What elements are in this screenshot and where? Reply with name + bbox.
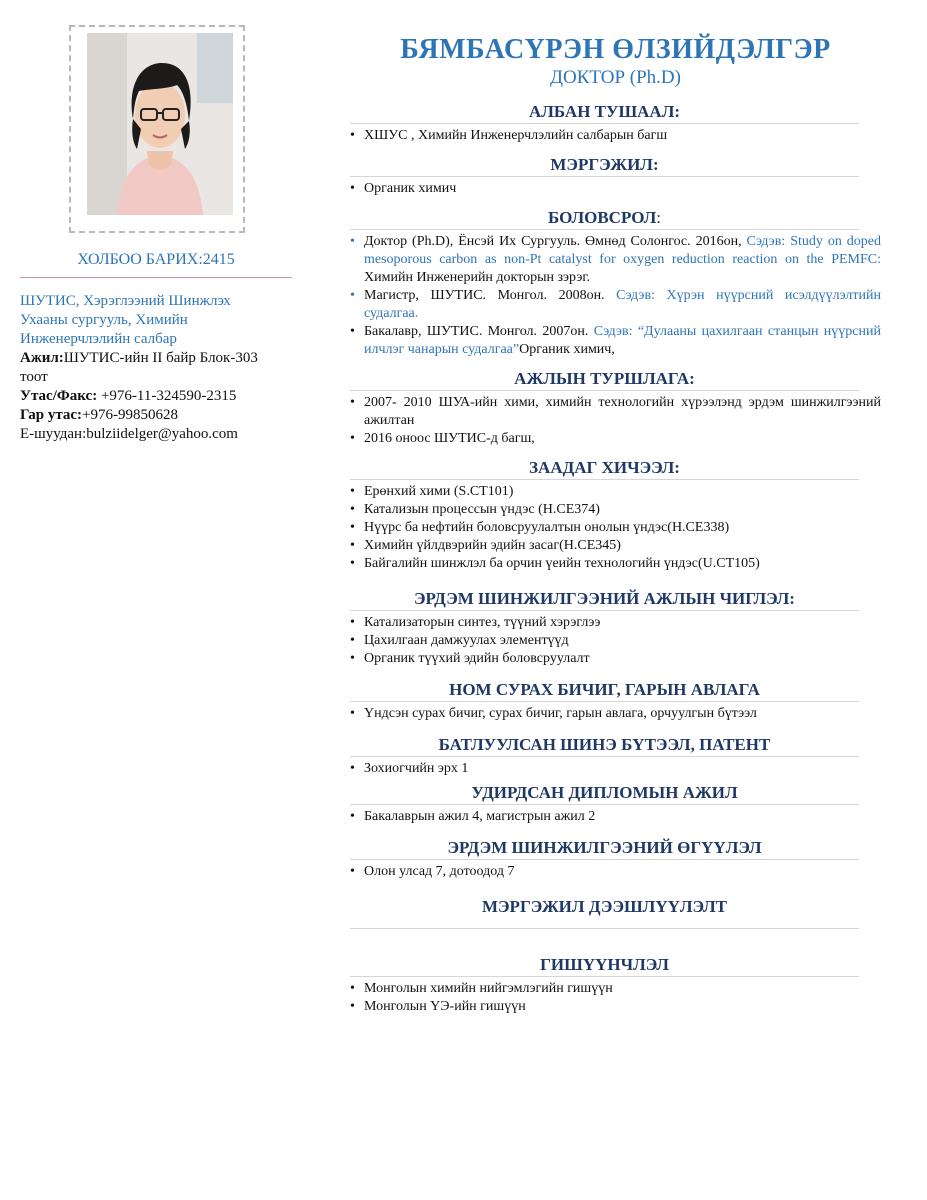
contact-mobile bbox=[20, 406, 292, 425]
section-title-education bbox=[350, 202, 859, 230]
person-degree: ДОКТОР (Ph.D) bbox=[550, 67, 681, 88]
list-item: • Байгалийн шинжлэл ба орчин үеийн технологийн үндэс(U.CT105) bbox=[350, 555, 881, 573]
list-item: • Ерөнхий хими (S.CT101) bbox=[350, 483, 881, 501]
section-title-courses: ЗААДАГ ХИЧЭЭЛ: bbox=[350, 452, 859, 480]
list-item bbox=[350, 323, 881, 359]
contact-work-cont: тоот bbox=[20, 369, 48, 385]
theses-list bbox=[350, 808, 881, 826]
section-title-training: МЭРГЭЖИЛ ДЭЭШЛҮҮЛЭЛТ bbox=[350, 891, 859, 929]
section-title-books: НОМ СУРАХ БИЧИГ, ГАРЫН АВЛАГА bbox=[350, 674, 859, 702]
list-item: • Монголын химийн нийгэмлэгийн гишүүн bbox=[350, 980, 881, 998]
courses-list bbox=[350, 483, 881, 573]
section-title-membership: ГИШҮҮНЧЛЭЛ bbox=[350, 949, 859, 977]
contact-column bbox=[20, 250, 292, 444]
person-name: БЯМБАСҮРЭН ӨЛЗИЙДЭЛГЭР bbox=[400, 34, 831, 65]
list-item: • Органик химич bbox=[350, 180, 881, 198]
profile-photo-illustration bbox=[87, 33, 233, 215]
education-text: Доктор (Ph.D), Ёнсэй Их Сургууль. Өмнөд Солонгос. 2016он, bbox=[364, 234, 747, 249]
section-title-theses: УДИРДСАН ДИПЛОМЫН АЖИЛ bbox=[350, 782, 859, 805]
list-item: • Үндсэн сурах бичиг, сурах бичиг, гарын авлага, орчуулгын бүтээл bbox=[350, 705, 881, 723]
list-item: • Бакалаврын ажил 4, магистрын ажил 2 bbox=[350, 808, 881, 826]
list-item: • Химийн үйлдвэрийн эдийн засаг(H.CE345) bbox=[350, 537, 881, 555]
section-title-research: ЭРДЭМ ШИНЖИЛГЭЭНИЙ АЖЛЫН ЧИГЛЭЛ: bbox=[350, 583, 859, 611]
education-list bbox=[350, 233, 881, 359]
contact-phone bbox=[20, 387, 292, 406]
membership-list bbox=[350, 980, 881, 1016]
list-item: • ХШУС , Химийн Инженерчлэлийн салбарын багш bbox=[350, 127, 881, 145]
section-title-education-colon: : bbox=[656, 208, 662, 227]
contact-work-label: Ажил: bbox=[20, 350, 64, 366]
position-list bbox=[350, 127, 881, 145]
education-topic: Сэдэв: Study on doped mesoporous carbon as non-Pt catalyst for oxygen reduction reaction on the PEMFC: bbox=[364, 234, 881, 267]
profession-list bbox=[350, 180, 881, 198]
main-column bbox=[350, 34, 881, 1020]
section-title-education-text: БОЛОВСРОЛ bbox=[547, 208, 657, 227]
list-item: • Катализын процессын үндэс (H.CE374) bbox=[350, 501, 881, 519]
experience-list bbox=[350, 394, 881, 448]
contact-work-value: ШУТИС-ийн II байр Блок-303 bbox=[63, 350, 258, 366]
section-title-position: АЛБАН ТУШААЛ: bbox=[350, 96, 859, 124]
list-item bbox=[350, 233, 881, 287]
list-item: • Олон улсад 7, дотоодод 7 bbox=[350, 863, 881, 881]
education-text: Бакалавр, ШУТИС. Монгол. 2007он. bbox=[364, 324, 594, 339]
list-item: • Монголын ҮЭ-ийн гишүүн bbox=[350, 998, 881, 1016]
list-item bbox=[350, 287, 881, 323]
section-title-patents: БАТЛУУЛСАН ШИНЭ БҮТЭЭЛ, ПАТЕНТ bbox=[350, 729, 859, 757]
books-list bbox=[350, 705, 881, 723]
list-item: • 2007- 2010 ШУА-ийн хими, химийн технологийн хүрээлэнд эрдэм шинжилгээний ажилтан bbox=[350, 394, 881, 430]
contact-mobile-value: +976-99850628 bbox=[82, 407, 178, 423]
contact-email: E-шуудан:bulziidelger@yahoo.com bbox=[20, 426, 238, 442]
contact-phone-value: +976-11-324590-2315 bbox=[97, 388, 237, 404]
contact-phone-label: Утас/Факс: bbox=[20, 388, 98, 404]
contact-org-line: Инженерчлэлийн салбар bbox=[20, 331, 177, 347]
contact-divider bbox=[20, 277, 292, 278]
education-topic: Сэдэв: Хүрэн нүүрсний исэлдүүлэлтийн судалгаа. bbox=[364, 288, 881, 321]
list-item: • Катализаторын синтез, түүний хэрэглээ bbox=[350, 614, 881, 632]
list-item: • Органик түүхий эдийн боловсруулалт bbox=[350, 650, 881, 668]
list-item: • Зохиогчийн эрх 1 bbox=[350, 760, 881, 778]
education-text: Магистр, ШУТИС. Монгол. 2008он. bbox=[364, 288, 617, 303]
profile-photo bbox=[87, 33, 233, 215]
education-text: Органик химич, bbox=[519, 342, 615, 357]
section-title-publications: ЭРДЭМ ШИНЖИЛГЭЭНИЙ ӨГҮҮЛЭЛ bbox=[350, 832, 859, 860]
education-topic: Сэдэв: “Дулааны цахилгаан станцын нүүрсний илчлэг чанарын судалгаа” bbox=[364, 324, 881, 357]
list-item: • 2016 оноос ШУТИС-д багш, bbox=[350, 430, 881, 448]
contact-org-line: ШУТИС, Хэрэглээний Шинжлэх bbox=[20, 293, 231, 309]
publications-list bbox=[350, 863, 881, 881]
education-text: Химийн Инженерийн докторын зэрэг. bbox=[364, 270, 591, 285]
contact-org-line: Ухааны сургууль, Химийн bbox=[20, 312, 188, 328]
research-list bbox=[350, 614, 881, 668]
list-item: • Цахилгаан дамжуулах элементүүд bbox=[350, 632, 881, 650]
list-item: • Нүүрс ба нефтийн боловсруулалтын онолын үндэс(H.CE338) bbox=[350, 519, 881, 537]
section-title-profession: МЭРГЭЖИЛ: bbox=[350, 149, 859, 177]
section-title-experience: АЖЛЫН ТУРШЛАГА: bbox=[350, 363, 859, 391]
patents-list bbox=[350, 760, 881, 778]
contact-title: ХОЛБОО БАРИХ:2415 bbox=[77, 251, 235, 268]
contact-work bbox=[20, 349, 292, 368]
photo-frame bbox=[69, 25, 245, 233]
contact-mobile-label: Гар утас: bbox=[20, 407, 83, 423]
